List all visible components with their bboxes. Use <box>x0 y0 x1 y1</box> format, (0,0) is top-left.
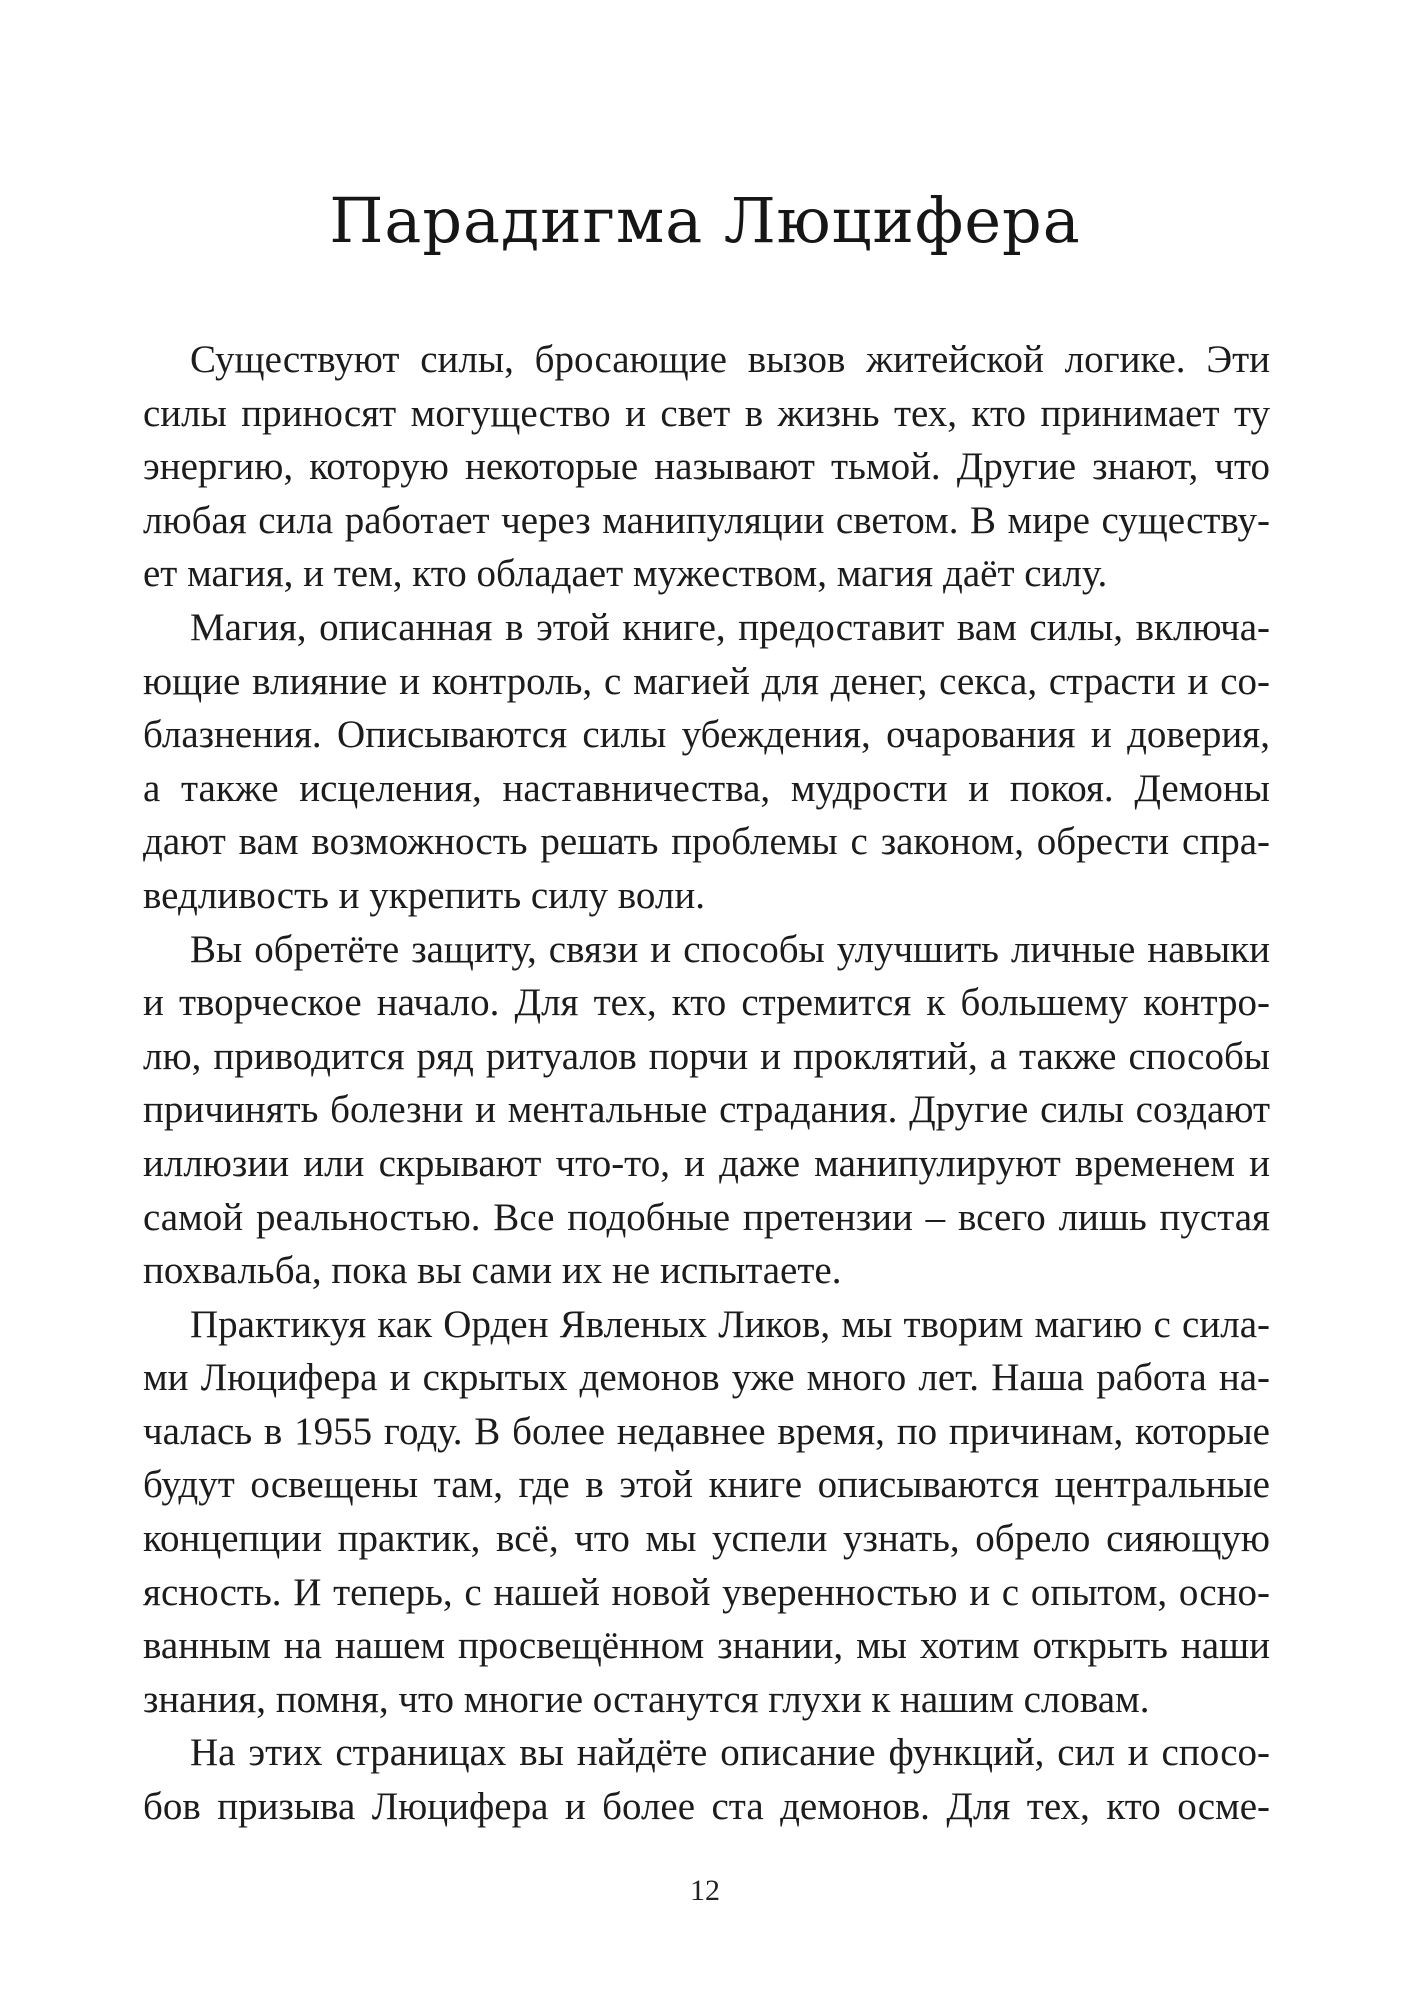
body-text <box>143 333 1270 1834</box>
text-line: Магия, описанная в этой книге, предоставит вам силы, включа- <box>190 605 1270 649</box>
text-line: ведливость и укрепить силу воли. <box>143 873 705 917</box>
text-line: любая сила работает через манипуляции светом. В мире существу- <box>143 498 1270 542</box>
text-line: Практикуя как Орден Явленых Ликов, мы творим магию с сила- <box>190 1302 1270 1346</box>
text-line: иллюзии или скрывают что-то, и даже манипулируют временем и <box>143 1141 1270 1185</box>
text-line: блазнения. Описываются силы убеждения, очарования и доверия, <box>143 713 1270 757</box>
text-line: Существуют силы, бросающие вызов житейской логике. Эти <box>190 338 1270 381</box>
text-line: концепции практик, всё, что мы успели узнать, обрело сияющую <box>143 1517 1270 1561</box>
text-line: энергию, которую некоторые называют тьмой. Другие знают, что <box>143 445 1270 489</box>
text-line: бов призыва Люцифера и более ста демонов. Для тех, кто осме- <box>143 1785 1270 1829</box>
paragraph <box>143 923 1270 1298</box>
paragraph <box>143 1298 1270 1727</box>
text-line: знания, помня, что многие останутся глухи к нашим словам. <box>143 1677 1150 1721</box>
text-line: похвальба, пока вы сами их не испытаете. <box>143 1249 842 1293</box>
text-line: самой реальностью. Все подобные претензии – всего лишь пустая <box>143 1195 1270 1239</box>
text-line: силы приносят могущество и свет в жизнь тех, кто принимает ту <box>143 391 1270 435</box>
paragraph <box>143 333 1270 601</box>
text-line: Вы обретёте защиту, связи и способы улучшить личные навыки <box>190 927 1270 971</box>
text-line: дают вам возможность решать проблемы с законом, обрести спра- <box>143 820 1270 864</box>
text-line: На этих страницах вы найдёте описание функций, сил и спосо- <box>190 1731 1270 1775</box>
text-line: ясность. И теперь, с нашей новой уверенностью и с опытом, осно- <box>143 1570 1270 1614</box>
text-line: ванным на нашем просвещённом знании, мы хотим открыть наши <box>143 1624 1270 1668</box>
text-line: будут освещены там, где в этой книге описываются центральные <box>143 1463 1270 1507</box>
text-line: ми Люцифера и скрытых демонов уже много лет. Наша работа на- <box>143 1356 1270 1400</box>
text-line: ет магия, и тем, кто обладает мужеством, магия даёт силу. <box>143 552 1108 596</box>
text-line: и творческое начало. Для тех, кто стремится к большему контро- <box>143 981 1270 1025</box>
text-line: а также исцеления, наставничества, мудрости и покоя. Демоны <box>143 766 1270 810</box>
text-line: чалась в 1955 году. В более недавнее время, по причинам, которые <box>143 1409 1270 1453</box>
page-number: 12 <box>690 1874 720 1907</box>
text-line: ющие влияние и контроль, с магией для денег, секса, страсти и со- <box>143 659 1270 703</box>
paragraph <box>143 601 1270 923</box>
chapter-title: Парадигма Люцифера <box>329 184 1081 257</box>
text-line: лю, приводится ряд ритуалов порчи и проклятий, а также способы <box>143 1034 1270 1078</box>
text-line: причинять болезни и ментальные страдания. Другие силы создают <box>143 1088 1270 1132</box>
paragraph <box>143 1726 1270 1833</box>
